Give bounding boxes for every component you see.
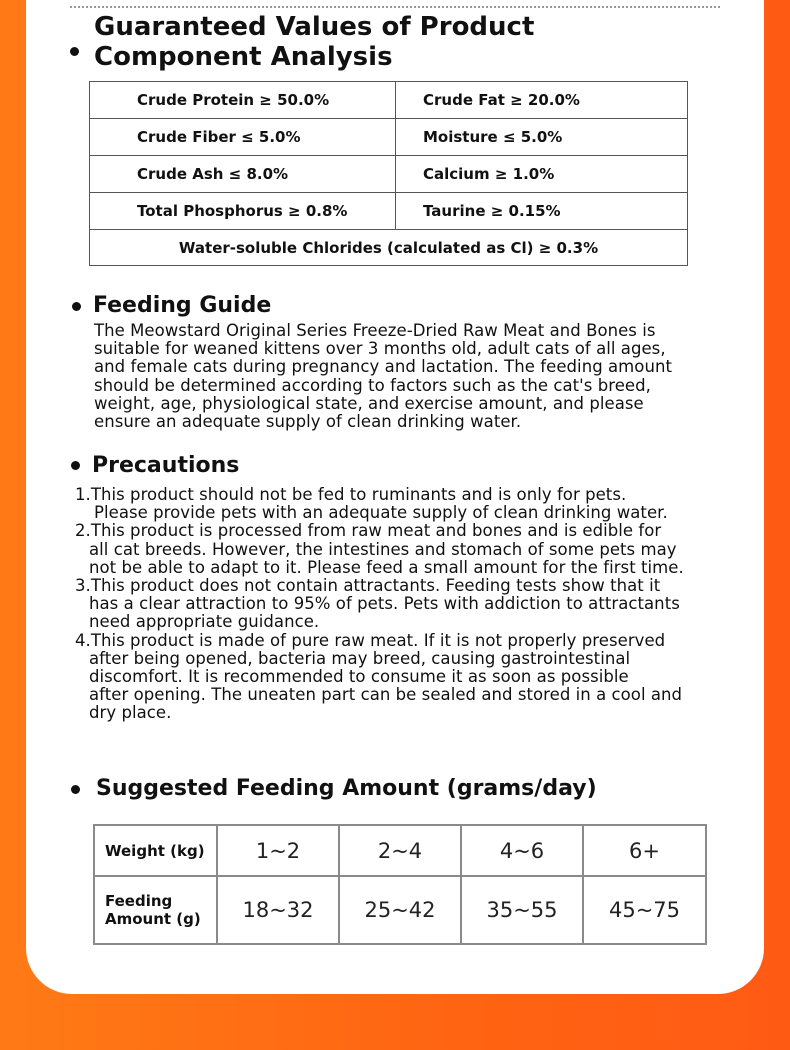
analysis-cell: Taurine ≥ 0.15% <box>396 193 688 230</box>
table-row <box>90 193 688 230</box>
precautions-title: Precautions <box>92 453 240 478</box>
analysis-cell: Total Phosphorus ≥ 0.8% <box>90 193 396 230</box>
text-line: weight, age, physiological state, and exercise amount, and please <box>94 393 644 413</box>
weight-label: Weight (kg) <box>94 825 217 876</box>
text-line: and female cats during pregnancy and lactation. The feeding amount <box>94 357 672 377</box>
table-row <box>90 82 688 119</box>
table-row <box>90 156 688 193</box>
text-line: dry place. <box>89 703 172 723</box>
analysis-cell: Moisture ≤ 5.0% <box>396 119 688 156</box>
amount-cell: 25~42 <box>339 876 461 944</box>
table-row <box>94 825 706 876</box>
text-line: 2.This product is processed from raw meat and bones and is edible for <box>75 521 662 541</box>
weight-cell: 2~4 <box>339 825 461 876</box>
table-row <box>90 119 688 156</box>
analysis-cell: Crude Protein ≥ 50.0% <box>90 82 396 119</box>
weight-cell: 6+ <box>583 825 706 876</box>
dotted-divider <box>70 6 720 8</box>
analysis-title-line2: Component Analysis <box>94 42 393 72</box>
text-line: discomfort. It is recommended to consume it as soon as possible <box>89 667 629 687</box>
text-line: after opening. The uneaten part can be sealed and stored in a cool and <box>89 685 683 705</box>
analysis-cell: Calcium ≥ 1.0% <box>396 156 688 193</box>
analysis-title <box>94 12 534 72</box>
text-line: The Meowstard Original Series Freeze-Dried Raw Meat and Bones is <box>94 321 656 340</box>
analysis-full-row: Water-soluble Chlorides (calculated as Cl) ≥ 0.3% <box>90 230 688 266</box>
text-line: 1.This product should not be fed to ruminants and is only for pets. <box>75 485 627 504</box>
amount-cell: 45~75 <box>583 876 706 944</box>
text-line: after being opened, bacteria may breed, causing gastrointestinal <box>89 648 631 668</box>
feeding-amount-title: Suggested Feeding Amount (grams/day) <box>96 776 597 801</box>
table-row <box>94 876 706 944</box>
precautions-text <box>75 486 684 723</box>
feeding-guide-text <box>94 322 672 431</box>
bullet-icon <box>70 47 79 56</box>
text-line: has a clear attraction to 95% of pets. Pets with addiction to attractants <box>89 594 680 614</box>
analysis-cell: Crude Fat ≥ 20.0% <box>396 82 688 119</box>
feeding-guide-title: Feeding Guide <box>93 293 272 318</box>
text-line: not be able to adapt to it. Please feed a small amount for the first time. <box>89 557 684 577</box>
feeding-amount-table <box>93 824 707 945</box>
text-line: Please provide pets with an adequate supply of clean drinking water. <box>94 503 668 523</box>
bullet-icon <box>72 302 81 311</box>
text-line: all cat breeds. However, the intestines and stomach of some pets may <box>89 539 677 559</box>
weight-cell: 1~2 <box>217 825 339 876</box>
analysis-cell: Crude Ash ≤ 8.0% <box>90 156 396 193</box>
table-row <box>90 230 688 266</box>
amount-cell: 35~55 <box>461 876 583 944</box>
text-line: ensure an adequate supply of clean drinking water. <box>94 412 522 432</box>
text-line: need appropriate guidance. <box>89 612 320 632</box>
analysis-title-line1: Guaranteed Values of Product <box>94 12 535 42</box>
analysis-table <box>89 81 688 266</box>
weight-cell: 4~6 <box>461 825 583 876</box>
amount-label-line2: Amount (g) <box>105 910 201 928</box>
analysis-cell: Crude Fiber ≤ 5.0% <box>90 119 396 156</box>
bullet-icon <box>71 785 80 794</box>
amount-label-line1: Feeding <box>105 892 173 910</box>
text-line: 4.This product is made of pure raw meat. If it is not properly preserved <box>75 630 666 650</box>
bullet-icon <box>71 461 80 470</box>
text-line: should be determined according to factors such as the cat's breed, <box>94 375 651 395</box>
text-line: 3.This product does not contain attractants. Feeding tests show that it <box>75 576 661 596</box>
amount-label <box>94 876 217 944</box>
text-line: suitable for weaned kittens over 3 months old, adult cats of all ages, <box>94 339 666 359</box>
amount-cell: 18~32 <box>217 876 339 944</box>
